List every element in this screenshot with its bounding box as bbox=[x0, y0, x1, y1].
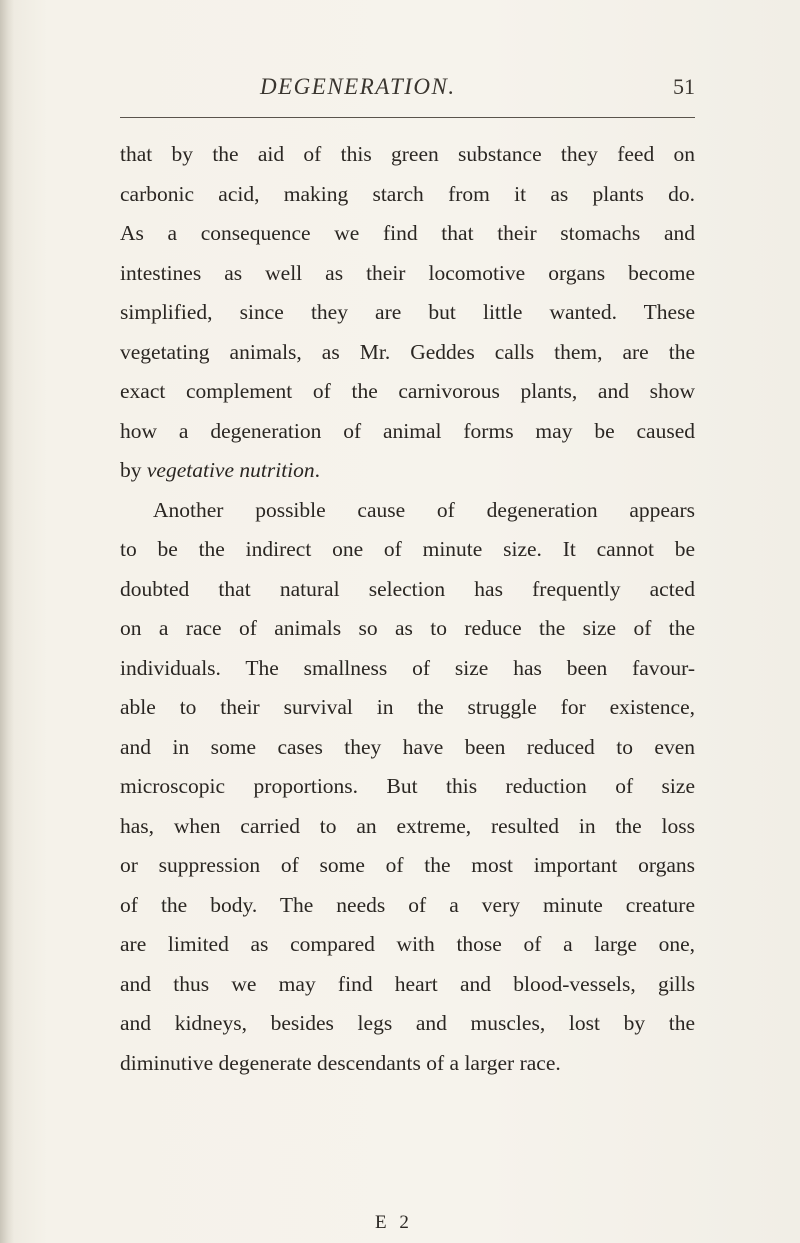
text-line: how a degeneration of animal forms may be caused bbox=[120, 418, 695, 443]
text-line: on a race of animals so as to reduce the size of the bbox=[120, 616, 695, 640]
text-line: to be the indirect one of minute size. It cannot be bbox=[120, 537, 695, 561]
spine-shadow bbox=[0, 0, 14, 1243]
text-line: able to their survival in the struggle for existence, bbox=[120, 695, 695, 719]
text-line: Another possible cause of degeneration appears bbox=[153, 497, 695, 522]
running-title: DEGENERATION. bbox=[260, 74, 456, 99]
text-line: doubted that natural selection has frequently acted bbox=[120, 576, 695, 601]
page-number: 51 bbox=[673, 74, 695, 99]
text-line: vegetating animals, as Mr. Geddes calls them, are the bbox=[120, 339, 695, 364]
text-line: individuals. The smallness of size has been favour- bbox=[120, 655, 695, 680]
body-text bbox=[120, 135, 695, 1083]
text-line: carbonic acid, making starch from it as plants do. bbox=[120, 181, 695, 206]
text-line: intestines as well as their locomotive organs become bbox=[120, 260, 695, 285]
paragraph-1 bbox=[120, 135, 695, 491]
running-head bbox=[120, 74, 695, 114]
text-line: of the body. The needs of a very minute creature bbox=[120, 892, 695, 917]
text-line: are limited as compared with those of a large one, bbox=[120, 932, 695, 956]
text-line bbox=[120, 451, 695, 491]
text-line: or suppression of some of the most important organs bbox=[120, 853, 695, 877]
text-line: As a consequence we find that their stomachs and bbox=[120, 221, 695, 245]
text-line: diminutive degenerate descendants of a larger race. bbox=[120, 1050, 561, 1075]
text-line: exact complement of the carnivorous plants, and show bbox=[120, 379, 695, 403]
line-suffix: . bbox=[314, 458, 321, 482]
text-line: simplified, since they are but little wanted. These bbox=[120, 300, 695, 324]
text-line: microscopic proportions. But this reduction of size bbox=[120, 774, 695, 798]
text-line: and thus we may find heart and blood-vessels, gills bbox=[120, 971, 695, 996]
signature-mark: E 2 bbox=[375, 1212, 413, 1233]
line-prefix: by bbox=[120, 458, 147, 482]
text-line: that by the aid of this green substance they feed on bbox=[120, 142, 695, 166]
text-line: and in some cases they have been reduced to even bbox=[120, 734, 695, 759]
header-rule bbox=[120, 117, 695, 118]
italic-phrase: vegetative nutrition bbox=[146, 458, 315, 482]
text-line: and kidneys, besides legs and muscles, lost by the bbox=[120, 1011, 695, 1035]
text-line: has, when carried to an extreme, resulted in the loss bbox=[120, 813, 695, 838]
paragraph-2 bbox=[120, 491, 695, 1084]
